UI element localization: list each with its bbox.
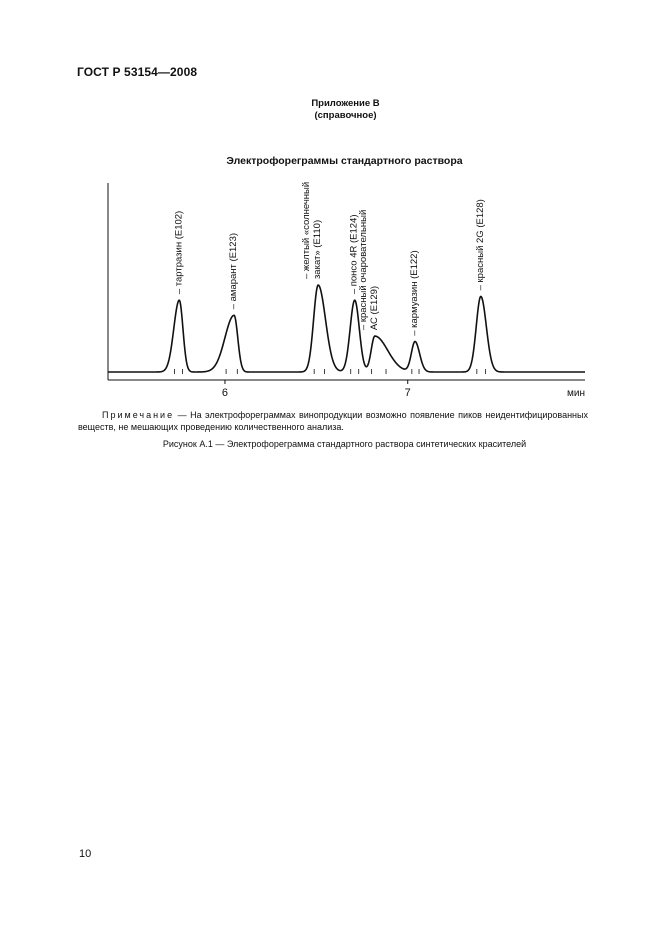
x-tick-label-0: 6	[221, 387, 229, 399]
peak-label-line-2-0: – желтый «солнечный	[301, 181, 313, 280]
peak-label-1	[228, 233, 239, 309]
note-paragraph	[78, 409, 588, 433]
figure-caption: Рисунок А.1 — Электрофореграмма стандартного раствора синтетических красителей	[162, 439, 527, 449]
electropherogram-chart	[0, 0, 661, 400]
peak-label-line-4-0: – красный очаровательный	[357, 209, 369, 331]
document-id: ГОСТ Р 53154—2008	[77, 65, 198, 79]
x-axis-label: мин	[567, 388, 585, 399]
chart-title: Электрофореграммы стандартного раствора	[226, 155, 463, 167]
peak-label-line-6-0: – красный 2G (Е128)	[474, 199, 486, 291]
appendix-subtitle: (справочное)	[314, 109, 377, 121]
peak-label-line-0-0: – тартразин (Е102)	[173, 210, 185, 295]
peak-label-line-3-0: – понсо 4R (Е124)	[348, 214, 360, 295]
peak-label-line-5-0: – кармуазин (Е122)	[409, 250, 421, 336]
peak-label-0	[173, 211, 184, 294]
x-tick-label-1: 7	[404, 387, 411, 399]
figure-caption-wrap	[0, 439, 661, 449]
note-lead: Примечание	[102, 410, 175, 420]
peak-label-2	[301, 182, 323, 279]
peak-label-4	[358, 210, 380, 330]
peak-label-5	[409, 250, 420, 335]
note-text: — На электрофореграммах винопродукции возможно появление пиков неидентифицированных веществ, не мешающих проведению количественного анализа.	[78, 410, 588, 432]
peak-label-line-2-1: закат» (Е110)	[312, 219, 324, 280]
appendix-title: Приложение В	[311, 98, 380, 109]
peak-label-line-1-0: – амарант (Е123)	[228, 232, 240, 310]
signal-trace	[108, 285, 585, 372]
peak-label-line-4-1: АС (Е129)	[368, 285, 380, 331]
peak-label-6	[475, 199, 486, 290]
page-number: 10	[79, 848, 92, 860]
